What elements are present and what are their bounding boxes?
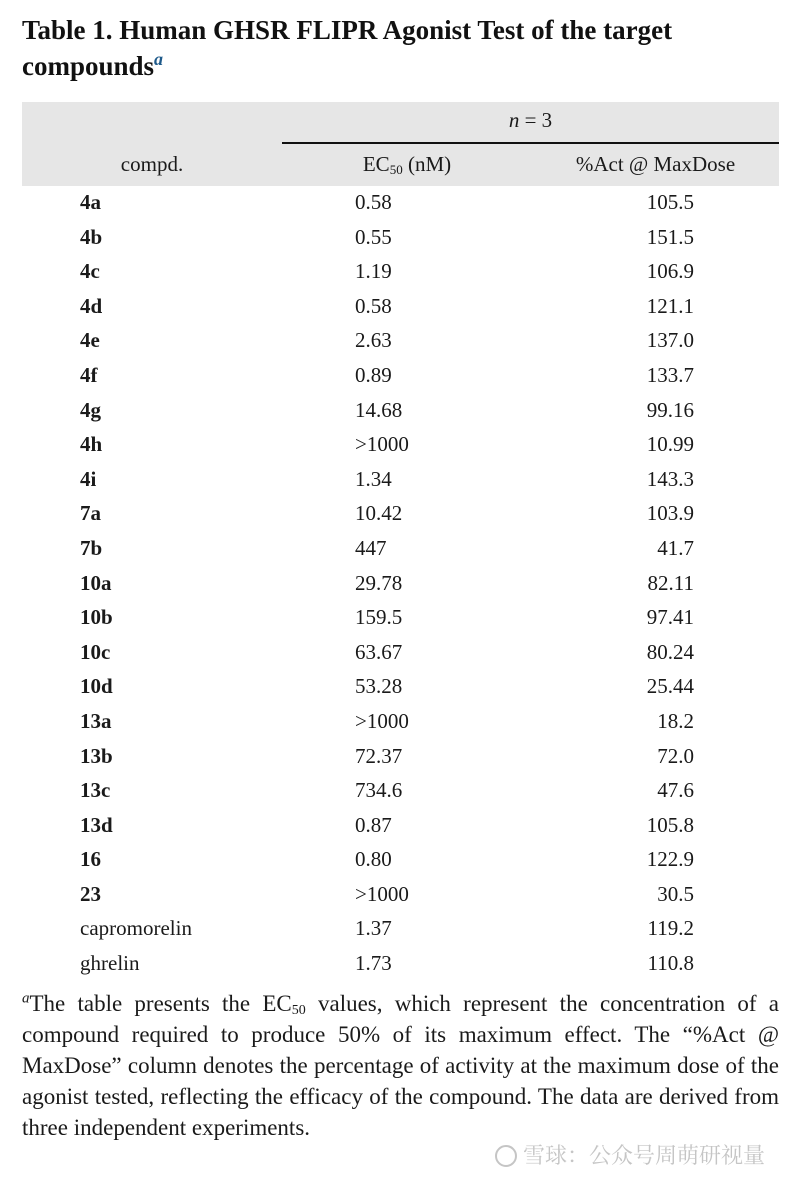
cell-act: 121.1 — [646, 293, 694, 318]
footnote-part2: values, which represent the concentration of a compound required to produce 50% of its maximum effect. The “%Act @ MaxDose” column denotes the percentage of activity at the maximum dose of the agonist tested, reflecting the efficacy of the compound. The data are derived from three independent experiments. — [22, 991, 780, 1140]
table-title-text: Table 1. Human GHSR FLIPR Agonist Test of the target compounds — [22, 15, 673, 81]
cell-compound: 4c — [80, 259, 100, 284]
watermark-logo-icon — [495, 1145, 517, 1167]
cell-act: 105.8 — [646, 812, 694, 837]
cell-compound: 10d — [80, 674, 113, 699]
group-header-rest: = 3 — [519, 108, 553, 132]
title-footnote-mark[interactable]: a — [154, 49, 164, 69]
cell-compound: 13c — [80, 778, 111, 803]
cell-act: 97.41 — [646, 605, 694, 630]
ec50-prefix: EC — [362, 152, 390, 176]
cell-compound: 4h — [80, 432, 103, 457]
cell-ec50: 0.58 — [355, 293, 392, 318]
cell-act: 133.7 — [646, 362, 694, 387]
cell-act: 105.5 — [646, 190, 694, 214]
cell-ec50: 0.87 — [355, 812, 392, 837]
ec50-subscript: 50 — [389, 162, 403, 177]
cell-ec50: 1.37 — [355, 916, 392, 941]
table-row — [22, 394, 779, 429]
cell-ec50: 159.5 — [355, 605, 403, 630]
cell-act: 25.44 — [646, 674, 694, 699]
cell-act: 82.11 — [647, 570, 694, 595]
cell-ec50: 0.55 — [355, 224, 392, 249]
cell-ec50: 1.19 — [355, 259, 392, 284]
table-row — [22, 497, 779, 532]
cell-act: 103.9 — [646, 501, 694, 526]
group-header-n — [282, 108, 779, 133]
cell-act: 137.0 — [646, 328, 694, 353]
cell-compound: 10b — [80, 605, 113, 630]
cell-ec50: 1.73 — [355, 951, 392, 976]
table-row — [22, 705, 779, 740]
cell-compound: 13d — [80, 812, 113, 837]
watermark-text: 雪球：公众号周萌研视量 — [522, 1144, 765, 1169]
cell-compound: 4d — [80, 293, 103, 318]
group-header-var: n — [508, 108, 520, 132]
table-row — [22, 878, 779, 913]
cell-act: 30.5 — [657, 881, 694, 906]
ec50-suffix: (nM) — [402, 152, 452, 176]
table-row — [22, 774, 779, 809]
cell-ec50: 734.6 — [355, 778, 403, 803]
footnote-part1: The table presents the EC — [29, 991, 292, 1016]
cell-ec50: 14.68 — [355, 397, 403, 422]
cell-act: 143.3 — [646, 466, 694, 491]
cell-compound: 7a — [80, 501, 101, 526]
cell-compound: 4f — [80, 362, 98, 387]
table-row — [22, 912, 779, 947]
table-row — [22, 463, 779, 498]
group-header-rule — [282, 142, 779, 144]
cell-compound: capromorelin — [80, 916, 192, 941]
cell-compound: 10a — [80, 570, 112, 595]
cell-compound: 10c — [80, 639, 111, 664]
cell-act: 110.8 — [647, 951, 694, 976]
cell-act: 41.7 — [657, 535, 694, 560]
table-row — [22, 221, 779, 256]
cell-act: 10.99 — [646, 432, 694, 457]
cell-ec50: 63.67 — [355, 639, 403, 664]
cell-compound: 13b — [80, 743, 113, 768]
cell-act: 122.9 — [646, 847, 694, 872]
table-row — [22, 670, 779, 705]
cell-compound: 7b — [80, 535, 103, 560]
cell-ec50: 0.80 — [355, 847, 392, 872]
table-row — [22, 428, 779, 463]
table-row — [22, 947, 779, 982]
cell-compound: 4g — [80, 397, 101, 422]
table-row — [22, 324, 779, 359]
table-body — [22, 186, 779, 982]
cell-ec50: 10.42 — [355, 501, 403, 526]
cell-act: 47.6 — [657, 778, 694, 803]
cell-act: 80.24 — [646, 639, 694, 664]
cell-act: 151.5 — [646, 224, 694, 249]
cell-compound: 4b — [80, 224, 103, 249]
table-title — [22, 12, 772, 84]
footnote-subscript: 50 — [291, 1003, 306, 1018]
cell-compound: 16 — [80, 847, 101, 872]
footnote-mark: a — [22, 990, 30, 1007]
table-row — [22, 532, 779, 567]
cell-act: 99.16 — [646, 397, 694, 422]
watermark — [495, 1139, 765, 1170]
table-row — [22, 740, 779, 775]
cell-act: 72.0 — [657, 743, 694, 768]
table-row — [22, 359, 779, 394]
column-header-act: %Act @ MaxDose — [575, 152, 736, 176]
cell-compound: 4a — [80, 190, 101, 214]
cell-ec50: 2.63 — [355, 328, 392, 353]
cell-act: 18.2 — [657, 708, 694, 733]
table-row — [22, 636, 779, 671]
table-row — [22, 843, 779, 878]
cell-ec50: 29.78 — [355, 570, 403, 595]
table-row — [22, 809, 779, 844]
cell-act: 119.2 — [647, 916, 694, 941]
table-row — [22, 255, 779, 290]
cell-compound: 23 — [80, 881, 101, 906]
cell-act: 106.9 — [646, 259, 694, 284]
cell-ec50: 1.34 — [355, 466, 392, 491]
data-table — [22, 102, 779, 982]
cell-ec50: >1000 — [355, 881, 409, 906]
cell-ec50: 447 — [355, 535, 387, 560]
cell-ec50: 53.28 — [355, 674, 403, 699]
column-header-ec50 — [282, 152, 532, 177]
cell-compound: ghrelin — [80, 951, 140, 976]
table-row — [22, 567, 779, 602]
cell-compound: 4i — [80, 466, 97, 491]
cell-compound: 4e — [80, 328, 100, 353]
cell-ec50: 0.58 — [355, 190, 392, 214]
table-header — [22, 102, 779, 186]
table-row — [22, 186, 779, 221]
cell-ec50: 72.37 — [355, 743, 403, 768]
table-footnote — [22, 988, 779, 1143]
table-row — [22, 601, 779, 636]
table-row — [22, 290, 779, 325]
cell-ec50: 0.89 — [355, 362, 392, 387]
column-header-compound: compd. — [120, 152, 184, 176]
cell-compound: 13a — [80, 708, 112, 733]
cell-ec50: >1000 — [355, 708, 409, 733]
cell-ec50: >1000 — [355, 432, 409, 457]
